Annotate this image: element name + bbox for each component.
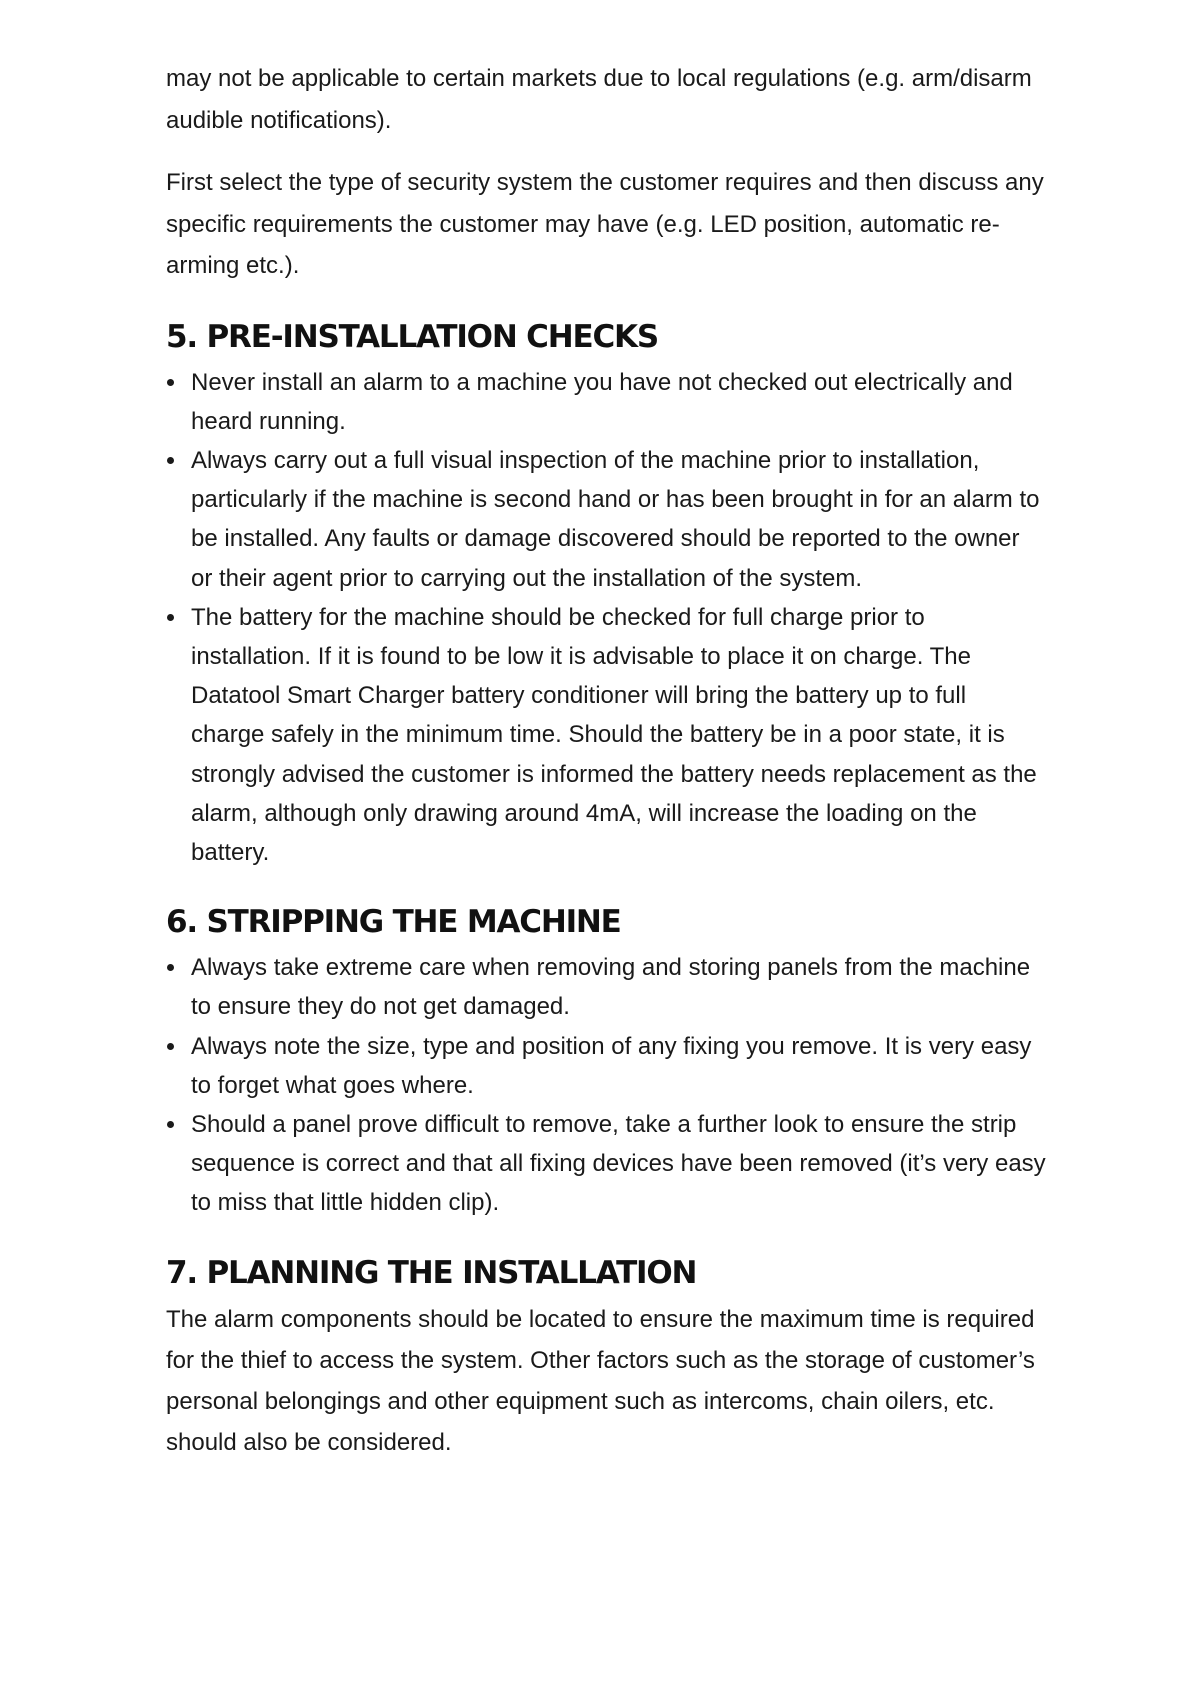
list-item: Always note the size, type and position of any fixing you remove. It is very easy to forget what goes where. xyxy=(166,1027,1046,1105)
intro-paragraph-2: First select the type of security system the customer requires and then discuss any specific requirements the customer may have (e.g. LED position, automatic re-arming etc.). xyxy=(166,169,1044,279)
pre-installation-checks-list xyxy=(166,363,1046,873)
list-item: The battery for the machine should be checked for full charge prior to installation. If it is found to be low it is advisable to place it on charge. The Datatool Smart Charger battery conditioner will bring the battery up to full charge safely in the minimum time. Should the battery be in a poor state, it is strongly advised the customer is informed the battery needs replacement as the alarm, although only drawing around 4mA, will increase the loading on the battery. xyxy=(166,598,1046,872)
list-item: Always carry out a full visual inspection of the machine prior to installation, particularly if the machine is second hand or has been brought in for an alarm to be installed. Any faults or damage discovered should be reported to the owner or their agent prior to carrying out the installation of the system. xyxy=(166,441,1046,598)
list-item: Should a panel prove difficult to remove, take a further look to ensure the strip sequence is correct and that all fixing devices have been removed (it’s very easy to miss that little hidden clip). xyxy=(166,1105,1046,1223)
planning-the-installation-paragraph: The alarm components should be located to ensure the maximum time is required for the thief to access the system. Other factors such as the storage of customer’s personal belongings and other equipment such as intercoms, chain oilers, etc. should also be considered. xyxy=(166,1305,1035,1456)
list-item: Always take extreme care when removing and storing panels from the machine to ensure they do not get damaged. xyxy=(166,948,1046,1026)
intro-paragraph-1: may not be applicable to certain markets due to local regulations (e.g. arm/disarm audible notifications). xyxy=(166,65,1032,134)
section-heading-stripping-the-machine: 6. STRIPPING THE MACHINE xyxy=(166,904,621,941)
document-page xyxy=(166,58,1046,1484)
list-item: Never install an alarm to a machine you have not checked out electrically and heard running. xyxy=(166,363,1046,441)
stripping-the-machine-list xyxy=(166,948,1046,1222)
section-heading-planning-the-installation: 7. PLANNING THE INSTALLATION xyxy=(166,1254,697,1291)
section-heading-pre-installation-checks: 5. PRE-INSTALLATION CHECKS xyxy=(166,318,658,355)
